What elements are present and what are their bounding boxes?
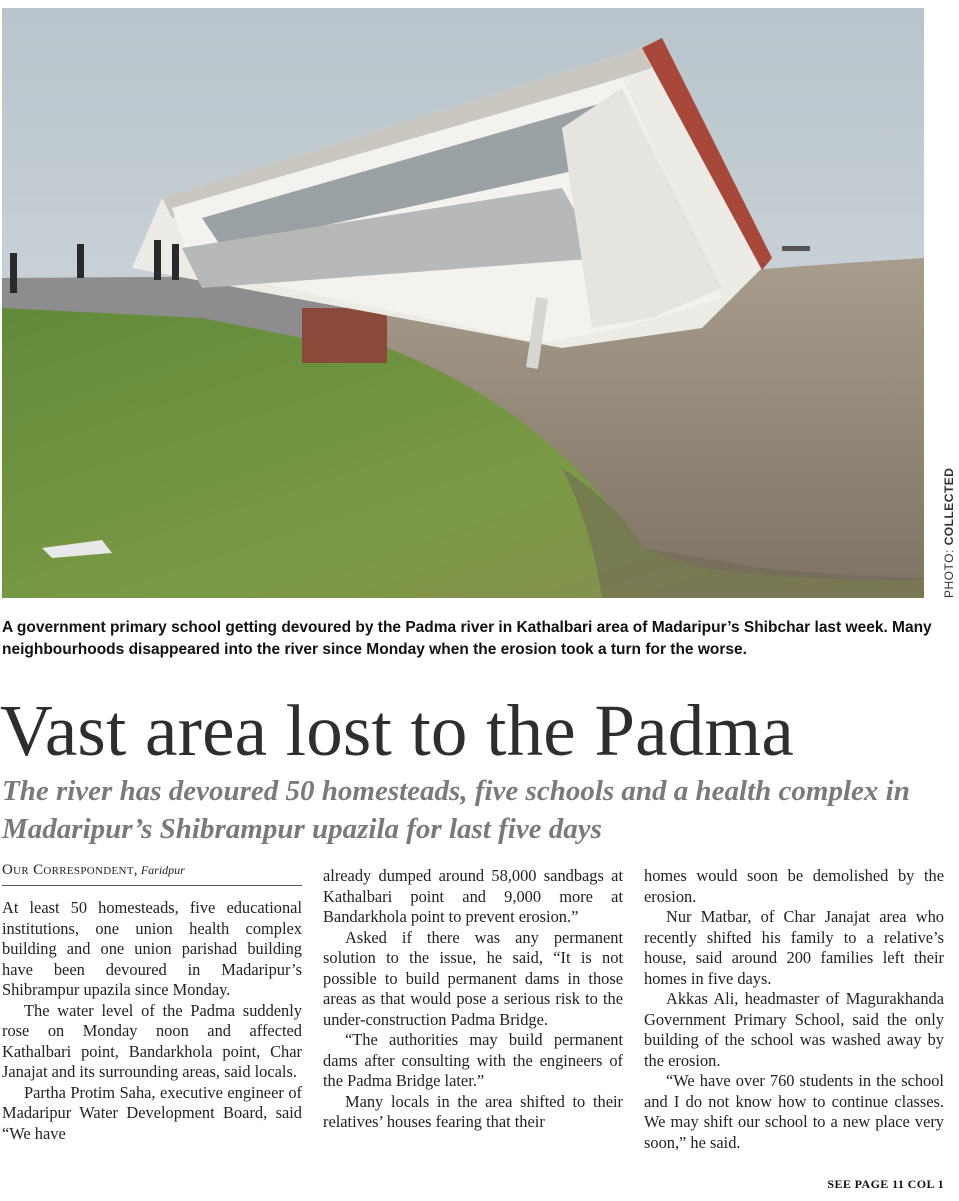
subheadline: The river has devoured 50 homesteads, five schools and a health complex in Madaripur’s Shibrampur upazila for last five days [2,775,910,845]
article-paragraph: already dumped around 58,000 sandbags at Kathalbari point and 9,000 more at Bandarkhola point to prevent erosion.” [323,866,623,926]
article-column-1 [2,898,302,1144]
article-paragraph: “We have over 760 students in the school and I do not know how to continue classes. We may shift our school to a new place very soon,” he said. [644,1071,944,1152]
byline-name: Our Correspondent, [2,862,138,878]
article-paragraph: At least 50 homesteads, five educational institutions, one union health complex building and one union parishad building have been devoured in Madaripur’s Shibrampur upazila since Monday. [2,898,302,999]
article-paragraph: “The authorities may build permanent dams after consulting with the engineers of the Padma Bridge later.” [323,1030,623,1090]
jump-line: SEE PAGE 11 COL 1 [827,1177,944,1191]
article-paragraph: homes would soon be demolished by the erosion. [644,866,944,906]
photo-caption: A government primary school getting devoured by the Padma river in Kathalbari area of Madaripur’s Shibchar last week. Many neighbourhoods disappeared into the river since Monday when the erosion took a turn for the worse. [2,619,932,658]
article-paragraph: Many locals in the area shifted to their relatives’ houses fearing that their [323,1091,623,1131]
headline: Vast area lost to the Padma [0,690,794,771]
article-column-3 [644,866,944,1153]
byline [2,862,302,886]
article-paragraph: Asked if there was any permanent solution to the issue, he said, “It is not possible to build permanent dams in those areas as that would pose a serious risk to the under-construction Padma Bridge. [323,927,623,1029]
river-erosion-photo [2,8,924,598]
news-photo [2,8,924,598]
article-column-2 [323,866,623,1133]
article-paragraph: Partha Protim Saha, executive engineer of Madaripur Water Development Board, said “We have [2,1082,302,1143]
byline-place: Faridpur [140,863,185,877]
article-paragraph: Nur Matbar, of Char Janajat area who recently shifted his family to a relative’s house, said around 200 families left their homes in five days. [644,907,944,988]
photo-credit-label: PHOTO: [942,545,956,598]
photo-credit-source: COLLECTED [942,467,956,546]
photo-credit [942,448,956,598]
article-paragraph: Akkas Ali, headmaster of Magurakhanda Government Primary School, said the only building of the school was washed away by the erosion. [644,989,944,1070]
article-paragraph: The water level of the Padma suddenly rose on Monday noon and affected Kathalbari point, Bandarkhola point, Char Janajat and its surrounding areas, said locals. [2,1000,302,1081]
